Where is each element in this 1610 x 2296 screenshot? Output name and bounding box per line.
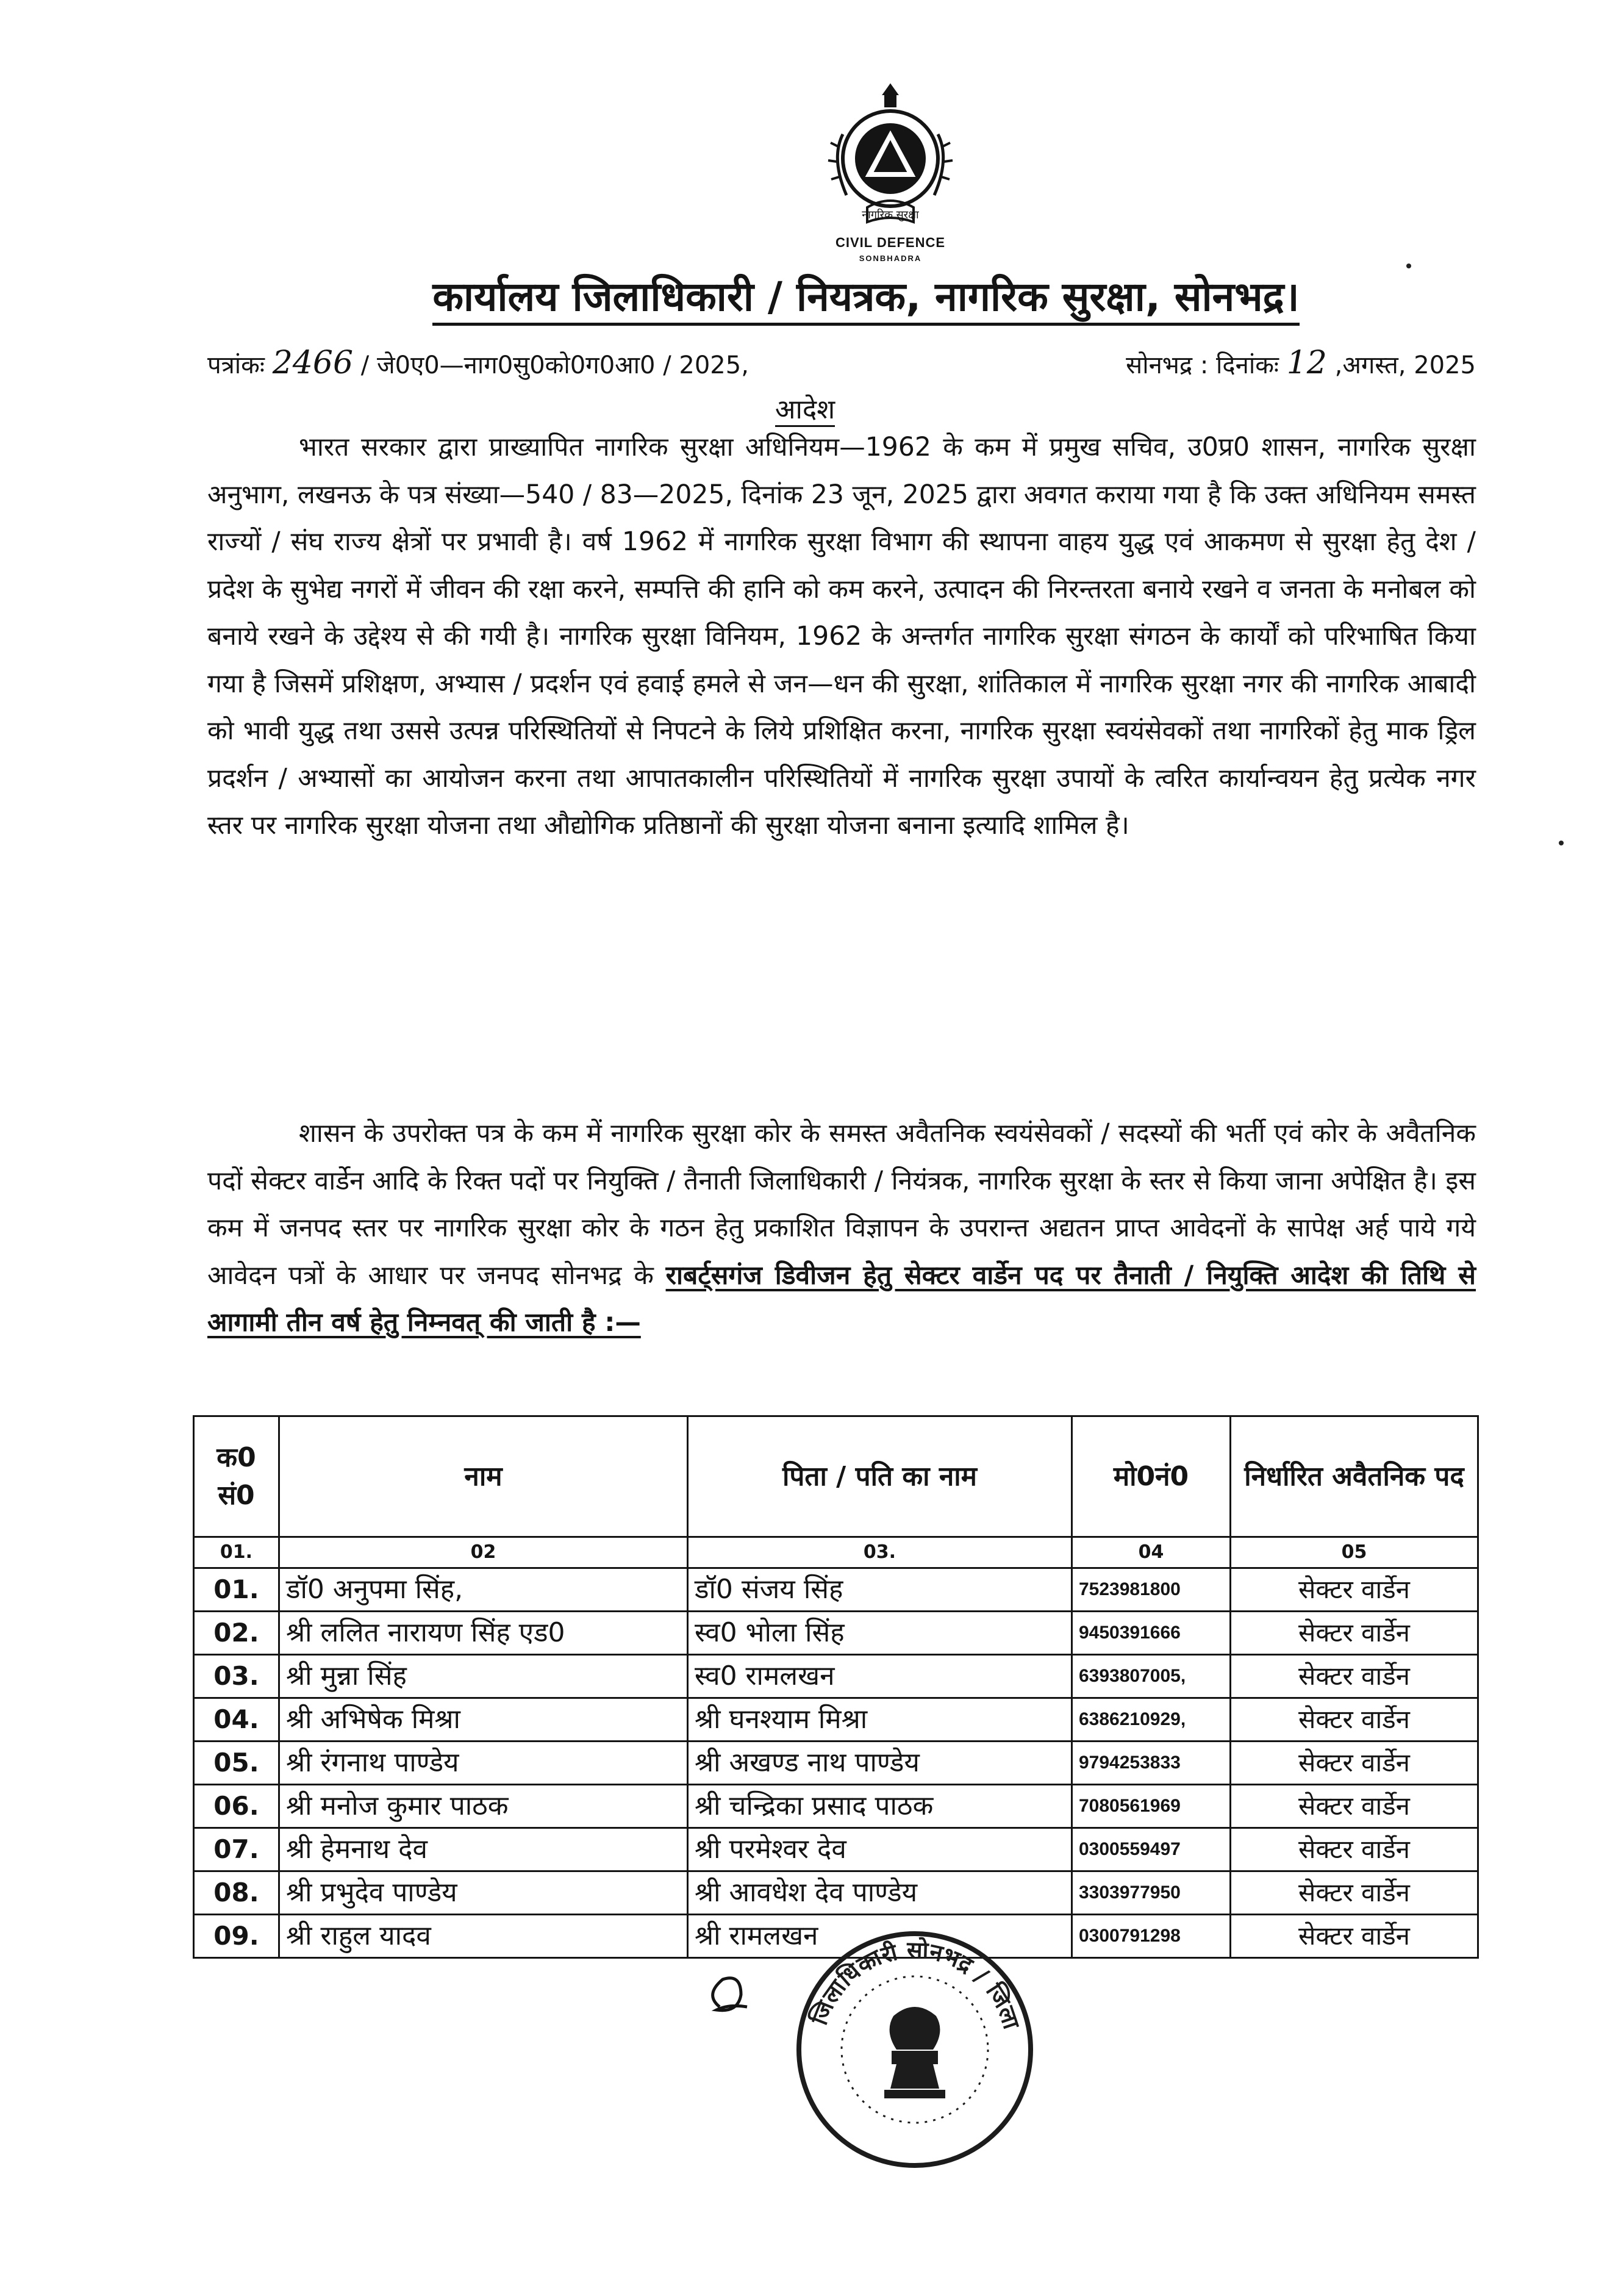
post-cell: सेक्टर वार्डेन [1231, 1828, 1478, 1871]
date-label: सोनभद्र : दिनांकः [1126, 351, 1279, 379]
paragraph-2 [207, 1110, 1476, 1347]
date-rest: ,अगस्त, 2025 [1334, 351, 1476, 379]
seal-text: जिलाधिकारी सोनभद्र / जिला [806, 1936, 1025, 2032]
post-cell: सेक्टर वार्डेन [1231, 1698, 1478, 1742]
name-cell: श्री ललित नारायण सिंह एड0 [279, 1612, 688, 1655]
post-cell: सेक्टर वार्डेन [1231, 1785, 1478, 1828]
emblem-caption [808, 235, 973, 267]
paragraph-2-main: शासन के उपरोक्त पत्र के कम में नागरिक सुरक्षा कोर के समस्त अवैतनिक स्वयंसेवकों / सदस्यों की भर्ती एवं कोर के अवैतनिक पदों सेक्टर वार्डेन आदि के रिक्त पदों पर नियुक्ति / तैनाती जिलाधिकारी / नियंत्रक, नागरिक सुरक्षा के स्तर से किया जाना अपेक्षित है। इस कम में जनपद स्तर पर नागरिक सुरक्षा कोर के गठन हेतु प्रकाशित विज्ञापन के उपरान्त अद्यतन प्राप्त आवेदनों के सापेक्ष अर्ह पाये गये आवेदन पत्रों के आधार पर जनपद सोनभद्र के [207, 1119, 1476, 1291]
serial-cell: 03. [194, 1655, 279, 1698]
name-cell: श्री मनोज कुमार पाठक [279, 1785, 688, 1828]
column-number: 01. [194, 1537, 279, 1568]
mobile-cell: 6393807005, [1072, 1655, 1231, 1698]
mobile-cell: 0300559497 [1072, 1828, 1231, 1871]
serial-cell: 05. [194, 1742, 279, 1785]
mobile-cell: 7080561969 [1072, 1785, 1231, 1828]
father-name-cell: श्री आवधेश देव पाण्डेय [688, 1871, 1072, 1915]
official-seal [787, 1909, 1043, 2190]
paragraph-2-underlined: राबर्ट्सगंज डिवीजन हेतु सेक्टर वार्डेन पद पर तैनाती / नियुक्ति आदेश की तिथि से आगामी तीन वर्ष हेतु निम्नवत् की जाती है :— [207, 1260, 1476, 1338]
date-day: 12 [1286, 345, 1327, 381]
father-name-cell: स्व0 भोला सिंह [688, 1612, 1072, 1655]
column-number: 03. [688, 1537, 1072, 1568]
name-cell: श्री अभिषेक मिश्रा [279, 1698, 688, 1742]
column-number: 05 [1231, 1537, 1478, 1568]
office-title [342, 270, 1390, 325]
order-title-text: आदेश [775, 394, 835, 427]
post-cell: सेक्टर वार्डेन [1231, 1612, 1478, 1655]
mobile-cell: 9450391666 [1072, 1612, 1231, 1655]
header-mobile: मो0नं0 [1072, 1416, 1231, 1537]
serial-cell: 02. [194, 1612, 279, 1655]
table-row [194, 1698, 1478, 1742]
letter-date [1126, 342, 1476, 387]
mobile-cell: 3303977950 [1072, 1871, 1231, 1915]
column-number: 02 [279, 1537, 688, 1568]
mobile-cell: 0300791298 [1072, 1915, 1231, 1958]
father-name-cell: श्री रामलखन [688, 1915, 1072, 1958]
father-name-cell: स्व0 रामलखन [688, 1655, 1072, 1698]
father-name-cell: श्री परमेश्वर देव [688, 1828, 1072, 1871]
post-cell: सेक्टर वार्डेन [1231, 1742, 1478, 1785]
post-cell: सेक्टर वार्डेन [1231, 1871, 1478, 1915]
paragraph-1: भारत सरकार द्वारा प्राख्यापित नागरिक सुरक्षा अधिनियम—1962 के कम में प्रमुख सचिव, उ0प्र0 शासन, नागरिक सुरक्षा अनुभाग, लखनऊ के पत्र संख्या—540 / 83—2025, दिनांक 23 जून, 2025 द्वारा अवगत कराया गया है कि उक्त अधिनियम समस्त राज्यों / संघ राज्य क्षेत्रों पर प्रभावी है। वर्ष 1962 में नागरिक सुरक्षा विभाग की स्थापना वाहय युद्ध एवं आकमण से सुरक्षा हेतु देश / प्रदेश के सुभेद्य नगरों में जीवन की रक्षा करने, सम्पत्ति की हानि को कम करने, उत्पादन की निरन्तरता बनाये रखने व जनता के मनोबल को बनाये रखने के उद्देश्य से की गयी है। नागरिक सुरक्षा विनियम, 1962 के अन्तर्गत नागरिक सुरक्षा संगठन के कार्यों को परिभाषित किया गया है जिसमें प्रशिक्षण, अभ्यास / प्रदर्शन एवं हवाई हमले से जन—धन की सुरक्षा, शांतिकाल में नागरिक सुरक्षा नगर की नागरिक आबादी को भावी युद्ध तथा उससे उत्पन्न परिस्थितियों से निपटने के लिये प्रशिक्षित करना, नागरिक सुरक्षा स्वयंसेवकों तथा नागरिकों हेतु माक ड्रिल प्रदर्शन / अभ्यासों का आयोजन करना तथा आपातकालीन परिस्थितियों में नागरिक सुरक्षा उपायों के त्वरित कार्यान्वयन हेतु प्रत्येक नगर स्तर पर नागरिक सुरक्षा योजना तथा औद्योगिक प्रतिष्ठानों की सुरक्षा योजना बनाना इत्यादि शामिल है। [207, 432, 1476, 841]
serial-cell: 07. [194, 1828, 279, 1871]
ink-dot [1559, 841, 1564, 845]
table-row [194, 1612, 1478, 1655]
mobile-cell: 7523981800 [1072, 1568, 1231, 1612]
serial-cell: 01. [194, 1568, 279, 1612]
header-father-name: पिता / पति का नाम [688, 1416, 1072, 1537]
emblem-caption-sub: SONBHADRA [859, 254, 922, 263]
post-cell: सेक्टर वार्डेन [1231, 1568, 1478, 1612]
letter-reference [207, 342, 749, 387]
appointment-table [193, 1415, 1479, 1959]
column-number: 04 [1072, 1537, 1231, 1568]
office-title-text: कार्यालय जिलाधिकारी / नियत्रक, नागरिक सुरक्षा, सोनभद्र। [432, 273, 1299, 326]
table-row [194, 1871, 1478, 1915]
table-row [194, 1568, 1478, 1612]
table-header-row [194, 1416, 1478, 1537]
father-name-cell: श्री अखण्ड नाथ पाण्डेय [688, 1742, 1072, 1785]
header-name: नाम [279, 1416, 688, 1537]
ref-number: 2466 [272, 345, 354, 381]
father-name-cell: श्री घनश्याम मिश्रा [688, 1698, 1072, 1742]
header-post: निर्धारित अवैतनिक पद [1231, 1416, 1478, 1537]
mobile-cell: 6386210929, [1072, 1698, 1231, 1742]
ref-suffix: / जे0ए0—नाग0सु0को0ग0आ0 / 2025, [360, 351, 749, 379]
table-row [194, 1828, 1478, 1871]
name-cell: श्री रंगनाथ पाण्डेय [279, 1742, 688, 1785]
column-number-row [194, 1537, 1478, 1568]
signature-mark [701, 1970, 768, 2019]
name-cell: श्री प्रभुदेव पाण्डेय [279, 1871, 688, 1915]
father-name-cell: श्री चन्द्रिका प्रसाद पाठक [688, 1785, 1072, 1828]
table-row [194, 1742, 1478, 1785]
father-name-cell: डॉ0 संजय सिंह [688, 1568, 1072, 1612]
serial-cell: 04. [194, 1698, 279, 1742]
name-cell: श्री हेमनाथ देव [279, 1828, 688, 1871]
emblem-devanagari: नागरिक सुरक्षा [862, 209, 919, 221]
serial-cell: 08. [194, 1871, 279, 1915]
emblem-caption-main: CIVIL DEFENCE [835, 235, 946, 250]
table-row [194, 1785, 1478, 1828]
name-cell: डॉ0 अनुपमा सिंह, [279, 1568, 688, 1612]
name-cell: श्री मुन्ना सिंह [279, 1655, 688, 1698]
serial-cell: 09. [194, 1915, 279, 1958]
table-row [194, 1655, 1478, 1698]
reference-line [207, 342, 1476, 384]
ink-dot [1406, 264, 1411, 268]
serial-cell: 06. [194, 1785, 279, 1828]
post-cell: सेक्टर वार्डेन [1231, 1655, 1478, 1698]
post-cell: सेक्टर वार्डेन [1231, 1915, 1478, 1958]
mobile-cell: 9794253833 [1072, 1742, 1231, 1785]
name-cell: श्री राहुल यादव [279, 1915, 688, 1958]
header-serial: क0 सं0 [194, 1416, 279, 1537]
ref-label: पत्रांकः [207, 351, 265, 379]
